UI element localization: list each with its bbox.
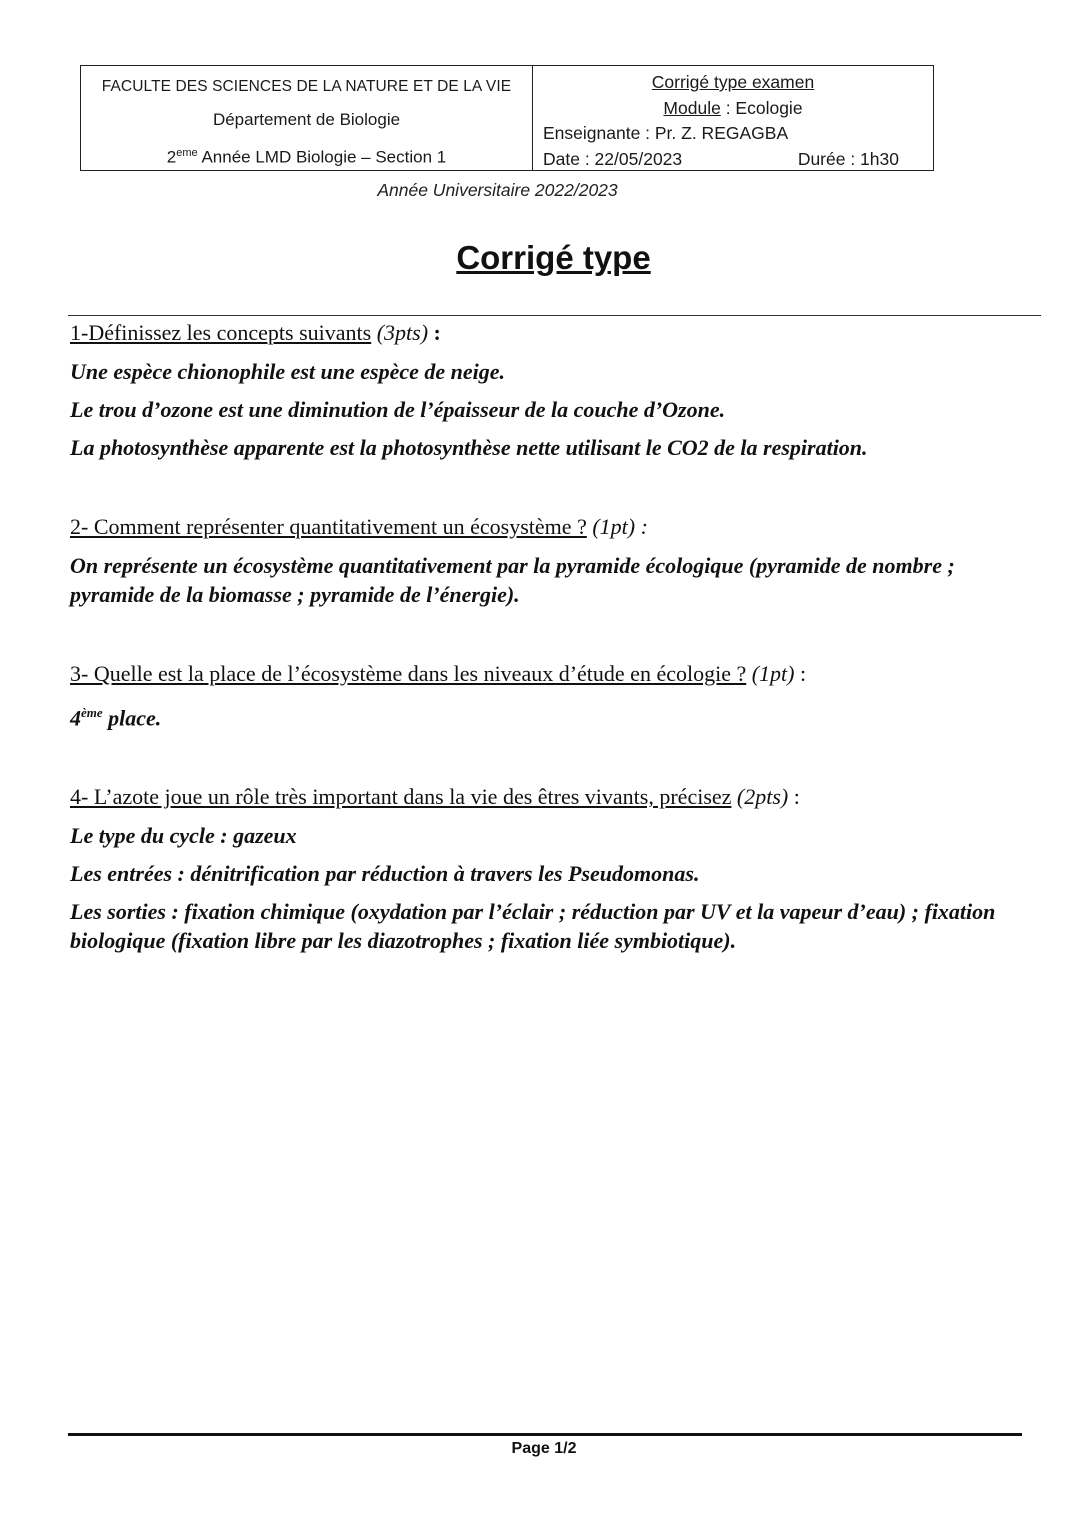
page-number: Page 1/2 — [511, 1440, 577, 1457]
answer-3-1: 4ème place. — [70, 705, 162, 731]
question-1: 1-Définissez les concepts suivants (3pts) : — [70, 320, 441, 345]
answer-1-1: Une espèce chionophile est une espèce de neige. — [70, 359, 506, 384]
page-title: Corrigé type — [456, 239, 651, 276]
teacher-name: Enseignante : Pr. Z. REGAGBA — [543, 123, 789, 143]
question-4: 4- L’azote joue un rôle très important dans la vie des êtres vivants, précisez (2pts) : — [70, 784, 800, 810]
academic-year: Année Universitaire 2022/2023 — [377, 180, 618, 200]
header-institution — [81, 66, 533, 170]
doc-type: Corrigé type examen — [651, 72, 815, 92]
header-table — [80, 65, 934, 171]
faculty-name: FACULTE DES SCIENCES DE LA NATURE ET DE LA VIE — [101, 78, 512, 95]
exam-date: Date : 22/05/2023 — [543, 148, 683, 169]
class-level: 2eme Année LMD Biologie – Section 1 — [166, 147, 447, 167]
exam-duration: Durée : 1h30 — [797, 148, 899, 169]
exam-content — [70, 318, 1035, 955]
module-line: Module : Ecologie — [663, 97, 803, 118]
question-2: 2- Comment représenter quantitativement un écosystème ? (1pt) : — [70, 514, 648, 539]
header-exam-info — [533, 66, 933, 170]
answer-2-1: On représente un écosystème quantitativement par la pyramide écologique (pyramide de nombre ; pyramide de la biomasse ; pyramide de l’énergie). — [70, 553, 955, 607]
question-3: 3- Quelle est la place de l’écosystème dans les niveaux d’étude en écologie ? (1pt) : — [70, 661, 807, 686]
answer-1-2: Le trou d’ozone est une diminution de l’épaisseur de la couche d’Ozone. — [70, 397, 726, 422]
top-divider — [68, 315, 1041, 316]
answer-4-2: Les entrées : dénitrification par réduction à travers les Pseudomonas. — [70, 861, 700, 887]
bottom-divider — [68, 1433, 1022, 1436]
answer-4-1: Le type du cycle : gazeux — [70, 823, 297, 849]
department-name: Département de Biologie — [212, 110, 401, 129]
date-row — [543, 147, 933, 173]
answer-1-3: La photosynthèse apparente est la photosynthèse nette utilisant le CO2 de la respiration. — [70, 435, 868, 460]
answer-4-3: Les sorties : fixation chimique (oxydation par l’éclair ; réduction par UV et la vapeur d’eau) ; fixation biologique (fixation libre par les diazotrophes ; fixation liée symbiotique). — [70, 899, 996, 954]
